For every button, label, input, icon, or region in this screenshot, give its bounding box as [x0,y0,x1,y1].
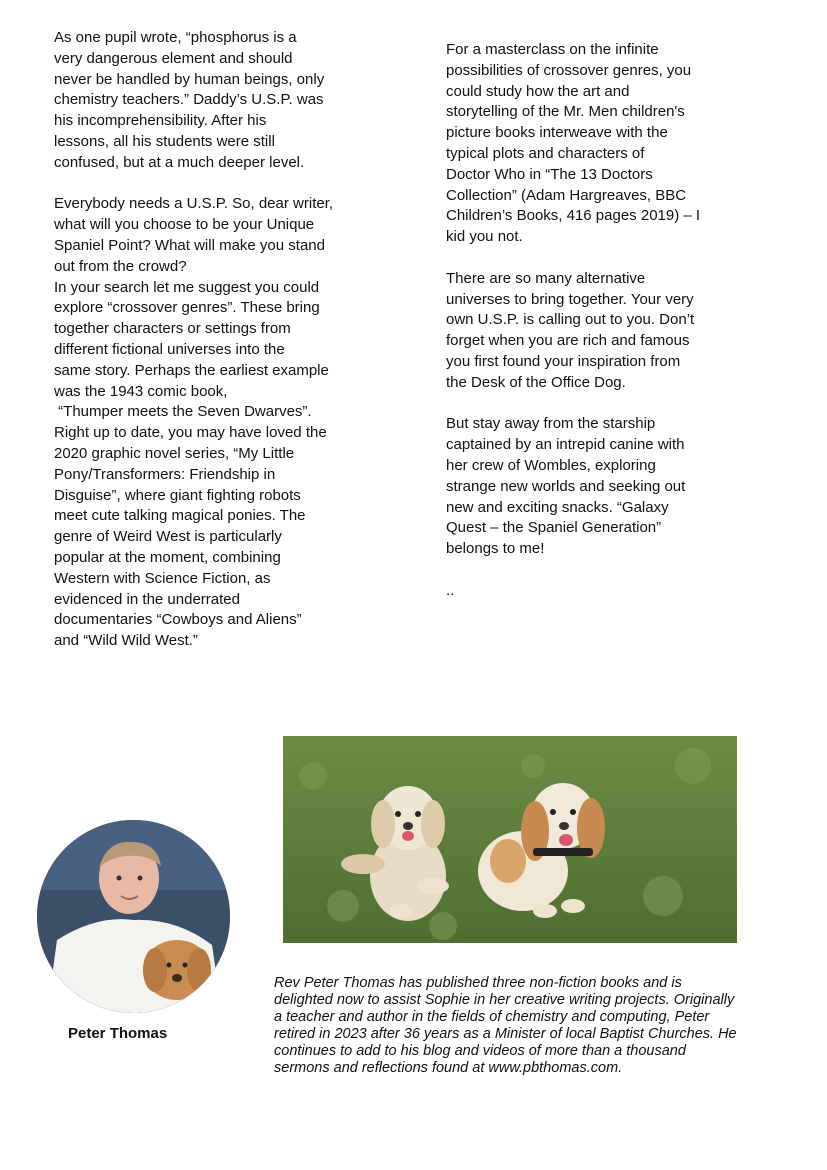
text-line: meet cute talking magical ponies. The [54,507,306,525]
paragraph-gap [446,248,708,269]
author-photo [37,820,230,1013]
text-line: her crew of Wombles, exploring [446,456,656,474]
text-line: chemistry teachers.” Daddy’s U.S.P. was [54,91,324,109]
text-line: Quest – the Spaniel Generation” [446,519,662,537]
text-line: Doctor Who in “The 13 Doctors [446,165,653,183]
text-line: As one pupil wrote, “phosphorus is a [54,29,297,46]
text-line: For a masterclass on the infinite [446,41,659,58]
author-portrait [37,820,230,1013]
text-line: was the 1943 comic book, [54,382,228,400]
text-line: storytelling of the Mr. Men children's [446,103,685,121]
text-line: Pony/Transformers: Friendship in [54,465,276,483]
text-line: genre of Weird West is particularly [54,528,282,546]
text-line: There are so many alternative [446,269,646,287]
text-line: But stay away from the starship [446,415,656,433]
text-line: belongs to me! [446,540,545,558]
left-column [54,28,344,652]
text-line: 2020 graphic novel series, “My Little [54,444,295,462]
paragraph-phosphorus [54,28,344,174]
text-line: what will you choose to be your Unique [54,216,315,234]
text-line: never be handled by human beings, only [54,70,325,88]
paragraph-masterclass [446,40,708,248]
ellipsis: .. [446,581,455,599]
text-line: universes to bring together. Your very [446,290,694,308]
text-line: forget when you are rich and famous [446,332,690,350]
text-line: kid you not. [446,228,523,246]
text-line: Disguise”, where giant fighting robots [54,486,301,504]
dogs-illustration [283,736,737,943]
text-line: popular at the moment, combining [54,548,281,566]
text-line: captained by an intrepid canine with [446,436,685,454]
paragraph-gap [446,394,708,415]
right-column [446,40,708,602]
text-line: evidenced in the underrated [54,590,240,608]
text-line: In your search let me suggest you could [54,278,320,296]
text-line: Spaniel Point? What will make you stand [54,236,325,254]
paragraph-crossover-genres [54,194,344,652]
text-line: explore “crossover genres”. These bring [54,299,320,317]
text-line: and “Wild Wild West.” [54,632,198,650]
text-line: lessons, all his students were still [54,132,275,150]
text-line: documentaries “Cowboys and Aliens” [54,611,302,629]
text-line: Everybody needs a U.S.P. So, dear writer, [54,195,334,213]
paragraph-gap [54,174,344,195]
text-line: possibilities of crossover genres, you [446,61,692,79]
text-line: his incomprehensibility. After his [54,112,267,130]
text-line: together characters or settings from [54,320,291,338]
paragraph-alternative-universes [446,269,708,394]
text-line: same story. Perhaps the earliest example [54,361,329,379]
text-line: own U.S.P. is calling out to you. Don’t [446,311,695,329]
dogs-photo [283,736,737,943]
text-line: picture books interweave with the [446,124,668,142]
text-line: confused, but at a much deeper level. [54,153,305,171]
author-name: Peter Thomas [68,1025,168,1042]
text-line: new and exciting snacks. “Galaxy [446,498,669,516]
author-bio: Rev Peter Thomas has published three non-fiction books and is delighted now to assist Sophie in her creative writing projects. Originally a teacher and author in the fields of chemistry and computing, Peter retired in 2023 after 36 years as a Minister of local Baptist Churches. He continues to add to his blog and videos of more than a thousand sermons and reflections found at www.pbthomas.com. [274,975,737,1076]
text-line: different fictional universes into the [54,340,285,358]
text-line: Right up to date, you may have loved the [54,424,327,442]
text-line: Western with Science Fiction, as [54,569,271,587]
text-line: the Desk of the Office Dog. [446,373,626,391]
text-line: Children’s Books, 416 pages 2019) – I [446,207,701,225]
text-line: strange new worlds and seeking out [446,477,686,495]
text-line: could study how the art and [446,82,630,100]
text-line: “Thumper meets the Seven Dwarves”. [54,403,312,421]
text-line: you first found your inspiration from [446,352,681,370]
text-line: very dangerous element and should [54,49,293,67]
paragraph-gap [446,560,708,581]
text-line: out from the crowd? [54,257,187,275]
text-line: typical plots and characters of [446,144,645,162]
paragraph-starship [446,414,708,560]
text-line: Collection” (Adam Hargreaves, BBC [446,186,687,204]
